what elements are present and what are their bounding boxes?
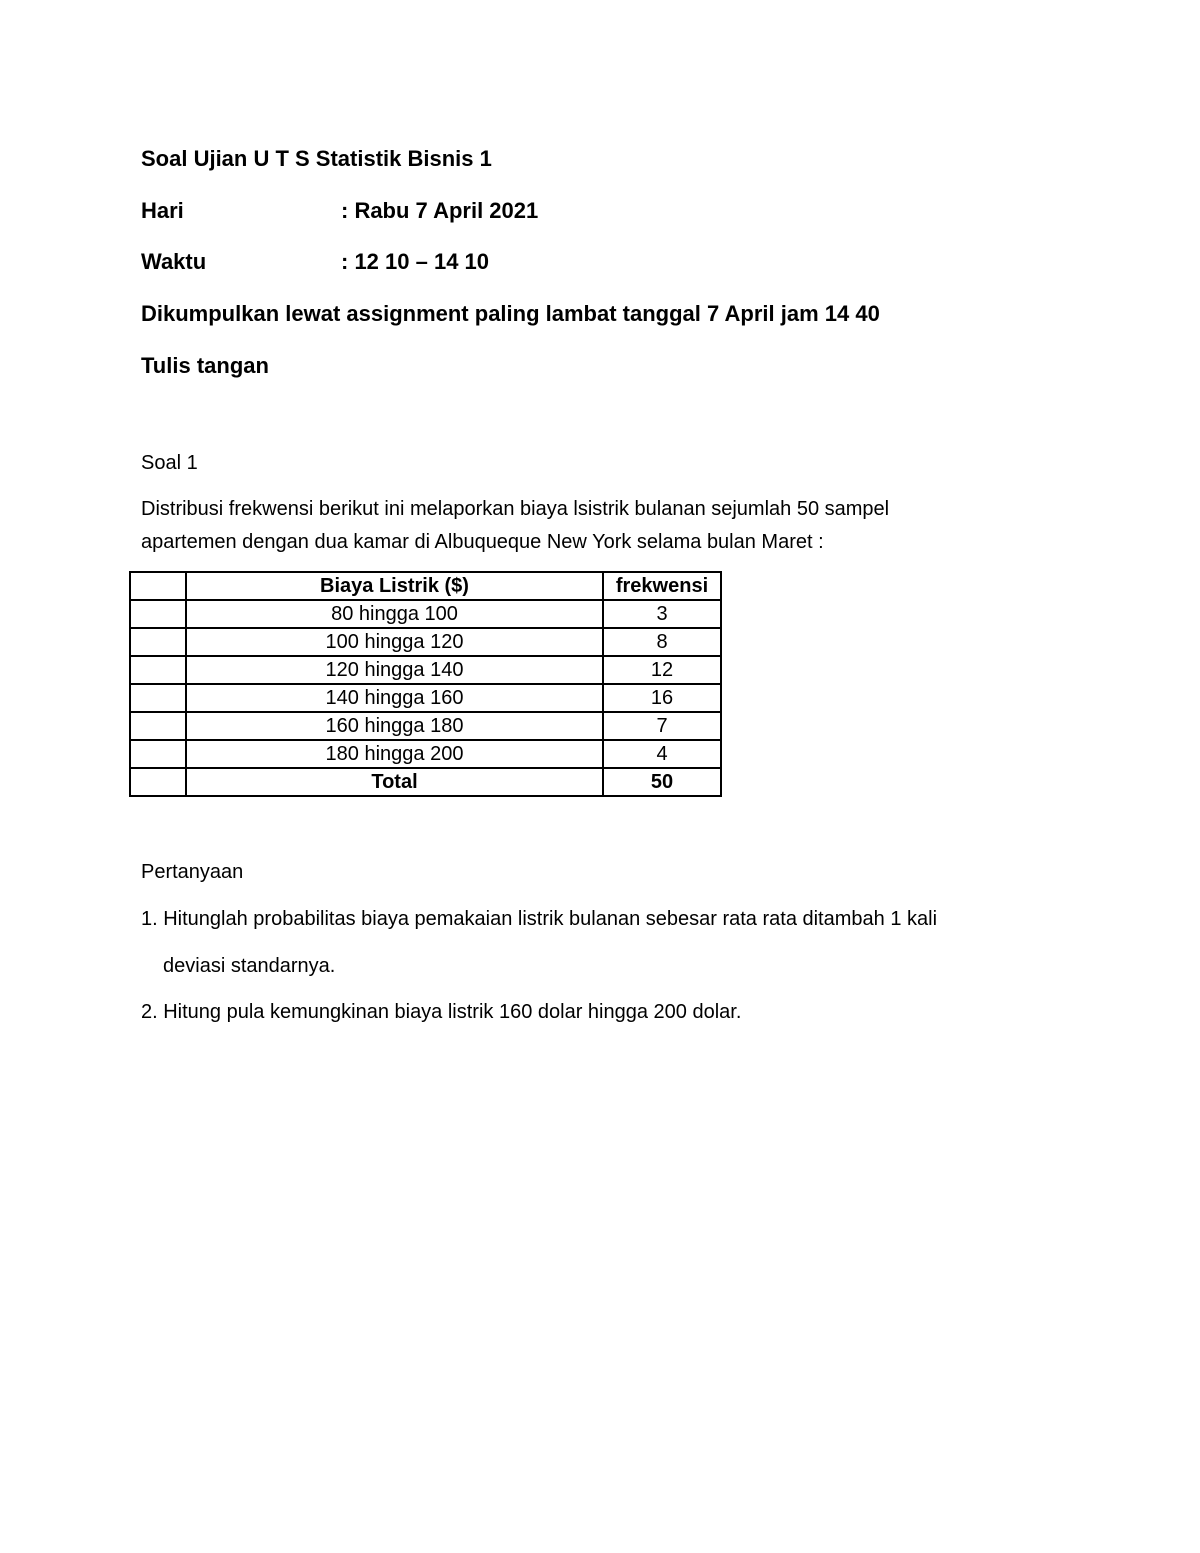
- table-cell: [130, 712, 186, 740]
- table-row: [130, 656, 721, 684]
- intro-line-2: apartemen dengan dua kamar di Albuqueque New York selama bulan Maret :: [141, 531, 824, 553]
- table-cell: 7: [603, 712, 721, 740]
- table-cell: 100 hingga 120: [186, 628, 603, 656]
- table-cell: 120 hingga 140: [186, 656, 603, 684]
- submission-note: Dikumpulkan lewat assignment paling lambat tanggal 7 April jam 14 40: [141, 301, 880, 326]
- table-header-cell: [130, 572, 186, 600]
- table-cell: 140 hingga 160: [186, 684, 603, 712]
- intro-line-1: Distribusi frekwensi berikut ini melaporkan biaya lsistrik bulanan sejumlah 50 sampel: [141, 498, 890, 520]
- table-cell: [130, 768, 186, 796]
- table-header-cell: Biaya Listrik ($): [186, 572, 603, 600]
- total-label: Total: [186, 768, 603, 796]
- table-cell: 8: [603, 628, 721, 656]
- time-label: Waktu: [141, 249, 207, 274]
- table-header-row: [130, 572, 721, 600]
- question-2: 2. Hitung pula kemungkinan biaya listrik 160 dolar hingga 200 dolar.: [141, 1001, 742, 1023]
- day-row: [141, 198, 538, 224]
- question-1-line-2: deviasi standarnya.: [163, 955, 336, 977]
- handwritten-note: Tulis tangan: [141, 353, 269, 378]
- table-header-cell: frekwensi: [603, 572, 721, 600]
- question-1-line-1: 1. Hitunglah probabilitas biaya pemakaian listrik bulanan sebesar rata rata ditambah 1 kali: [141, 908, 938, 930]
- table-cell: 4: [603, 740, 721, 768]
- table-cell: [130, 684, 186, 712]
- day-value: : Rabu 7 April 2021: [341, 198, 539, 223]
- table-cell: 12: [603, 656, 721, 684]
- exam-title: Soal Ujian U T S Statistik Bisnis 1: [141, 146, 492, 171]
- table-cell: 160 hingga 180: [186, 712, 603, 740]
- time-row: [141, 249, 489, 275]
- table-cell: [130, 628, 186, 656]
- time-value: : 12 10 – 14 10: [341, 249, 490, 274]
- table-cell: 16: [603, 684, 721, 712]
- table-cell: 3: [603, 600, 721, 628]
- table-cell: [130, 600, 186, 628]
- table-cell: 180 hingga 200: [186, 740, 603, 768]
- table-cell: [130, 740, 186, 768]
- table-row: [130, 684, 721, 712]
- table-cell: [130, 656, 186, 684]
- day-label: Hari: [141, 198, 184, 223]
- table-row: [130, 712, 721, 740]
- table-total-row: [130, 768, 721, 796]
- table-row: [130, 628, 721, 656]
- table-row: [130, 740, 721, 768]
- table-cell: 80 hingga 100: [186, 600, 603, 628]
- question-heading: Soal 1: [141, 452, 198, 474]
- table-row: [130, 600, 721, 628]
- questions-heading: Pertanyaan: [141, 861, 244, 883]
- frequency-table: [129, 571, 722, 797]
- total-value: 50: [603, 768, 721, 796]
